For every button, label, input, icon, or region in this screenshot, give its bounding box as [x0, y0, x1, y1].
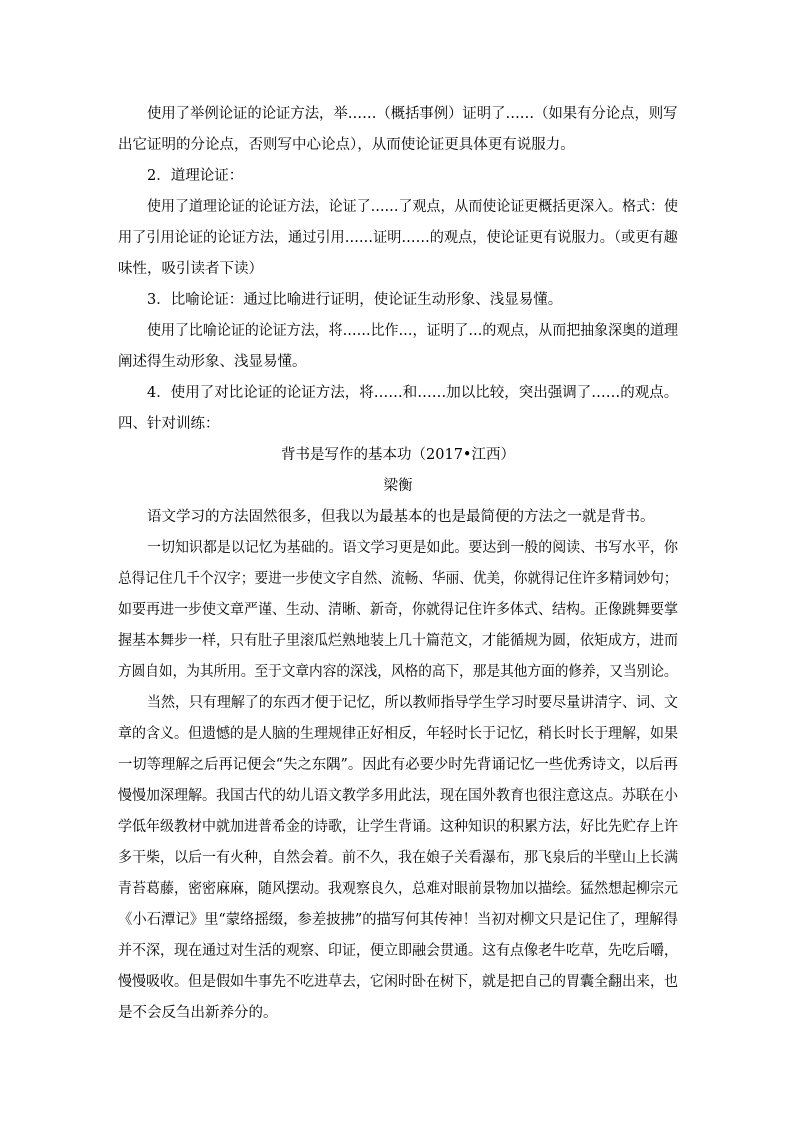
article-line: 慢慢加深理解。我国古代的幼儿语文教学多用此法，现在国外教育也很注意这点。苏联在小: [118, 788, 678, 804]
article-line: 慢慢吸收。但是假如牛事先不吃进草去，它闲时卧在树下，就是把自己的胃囊全翻出来，也: [118, 974, 678, 990]
text-line: 使用了比喻论证的论证方法，将……比作…，证明了…的观点，从而把抽象深奥的道理: [147, 323, 678, 339]
article-line: 方圆自如，为其所用。至于文章内容的深浅，风格的高下，那是其他方面的修养，又当别论。: [118, 664, 678, 680]
article-line: 总得记住几千个汉字；要进一步使文字自然、流畅、华丽、优美，你就得记住许多精词妙句；: [118, 571, 678, 587]
text-line: 用了引用论证的论证方法，通过引用……证明……的观点，使论证更有说服力。（或更有趣: [118, 230, 678, 246]
article-line: 章的含义。但遗憾的是人脑的生理规律正好相反，年轻时长于记忆，稍长时长于理解，如果: [118, 726, 678, 742]
article-line: 如要再进一步使文章严谨、生动、清晰、新奇，你就得记住许多体式、结构。正像跳舞要掌: [118, 602, 678, 618]
article-line: 《小石潭记》里“蒙络摇缀，参差披拂”的描写何其传神！当初对柳文只是记住了，理解得: [118, 912, 678, 928]
article-line: 一切等理解之后再记便会“失之东隅”。因此有必要少时先背诵记忆一些优秀诗文，以后再: [118, 757, 678, 773]
section-heading: 4．使用了对比论证的论证方法，将……和……加以比较，突出强调了……的观点。: [147, 385, 679, 401]
article-title: 背书是写作的基本功（2017•江西）: [281, 447, 515, 463]
article-line: 青苔葛藤，密密麻麻，随风摆动。我观察良久，总难对眼前景物加以描绘。猛然想起柳宗元: [118, 881, 678, 897]
section-heading: 3．比喻论证：通过比喻进行证明，使论证生动形象、浅显易懂。: [147, 292, 563, 308]
text-line: 使用了道理论证的论证方法，论证了……了观点，从而使论证更概括更深入。格式：使: [147, 199, 678, 215]
text-line: 味性，吸引读者下读）: [118, 261, 263, 277]
article-line: 握基本舞步一样，只有肚子里滚瓜烂熟地装上几十篇范文，才能循规为圆，依矩成方，进而: [118, 633, 678, 649]
article-line: 一切知识都是以记忆为基础的。语文学习更是如此。要达到一般的阅读、书写水平，你: [147, 540, 678, 556]
text-line: 阐述得生动形象、浅显易懂。: [118, 354, 307, 370]
article-author: 梁衡: [383, 478, 413, 494]
text-line: 出它证明的分论点，否则写中心论点），从而使论证更具体更有说服力。: [118, 137, 575, 153]
article-line: 并不深，现在通过对生活的观察、印证，便立即融会贯通。这有点像老牛吃草，先吃后嚼，: [118, 943, 678, 959]
article-line: 是不会反刍出新养分的。: [118, 1005, 278, 1021]
section-heading: 2．道理论证：: [147, 168, 244, 184]
article-line: 当然，只有理解了的东西才便于记忆，所以教师指导学生学习时要尽量讲清字、词、文: [147, 695, 678, 711]
article-line: 学低年级教材中就加进普希金的诗歌，让学生背诵。这种知识的积累方法，好比先贮存上许: [118, 819, 678, 835]
article-line: 多干柴，以后一有火种，自然会着。前不久，我在娘子关看瀑布，那飞泉后的半壁山上长满: [118, 850, 678, 866]
article-line: 语文学习的方法固然很多，但我以为最基本的也是最简便的方法之一就是背书。: [147, 509, 655, 525]
text-line: 使用了举例论证的论证方法，举……（概括事例）证明了……（如果有分论点，则写: [147, 106, 678, 122]
section-heading: 四、针对训练：: [118, 416, 220, 432]
